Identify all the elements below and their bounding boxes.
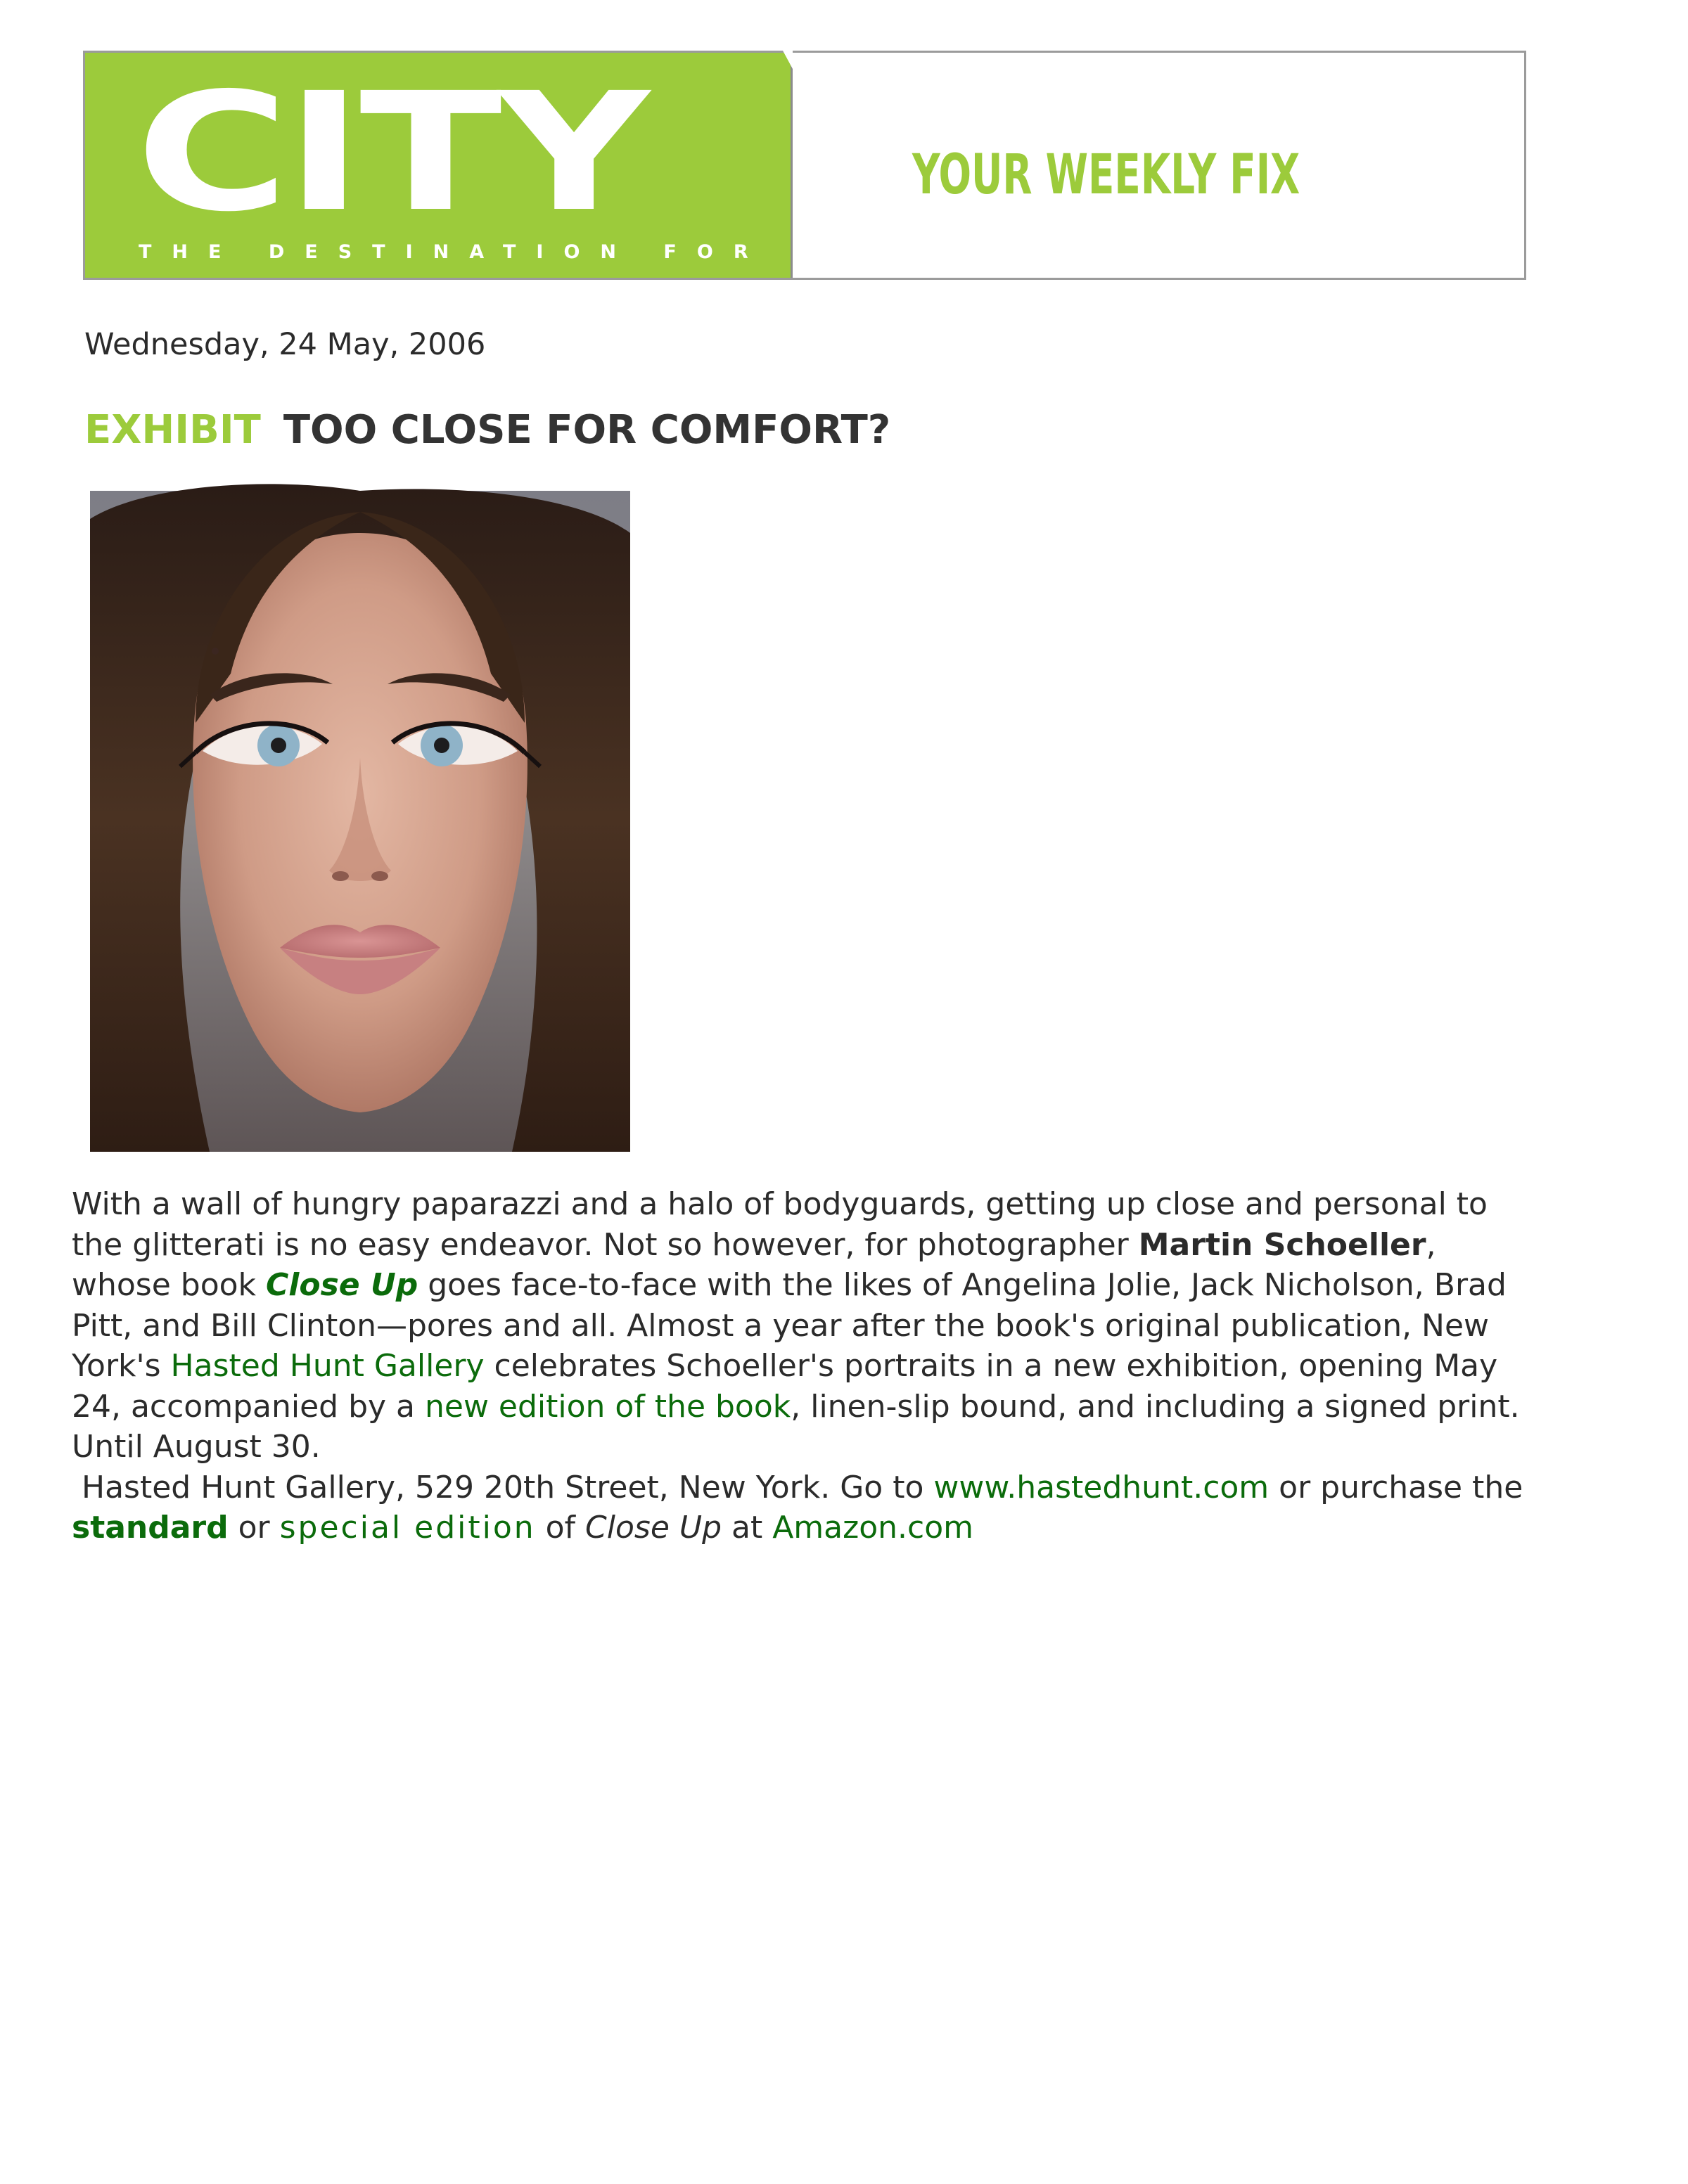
slogan-text: YOUR WEEKLY FIX	[912, 143, 1300, 207]
body-text-3: goes face-to-face with the likes of Angelina Jolie, Jack Nicholson, Brad Pitt, and Bill Clinton—pores and all. Almost a year after the book's original publication, New York's	[72, 1267, 1507, 1384]
portrait-illustration	[90, 491, 630, 1152]
logo-wordmark: CITY	[136, 58, 646, 248]
body-text-10: at	[722, 1510, 773, 1546]
special-edition-link[interactable]: special edition	[279, 1510, 536, 1546]
body-text-8: or	[228, 1510, 280, 1546]
amazon-link[interactable]: Amazon.com	[772, 1510, 973, 1546]
logo-corner	[783, 51, 793, 69]
article-body	[72, 1184, 1535, 1548]
body-text-9: of	[535, 1510, 586, 1546]
standard-edition-link[interactable]: standard	[72, 1510, 229, 1546]
article-headline	[84, 405, 890, 456]
body-text-6: Hasted Hunt Gallery, 529 20th Street, New York. Go to	[82, 1469, 934, 1505]
body-text-1: With a wall of hungry paparazzi and a halo of bodyguards, getting up close and personal to the glitterati is no easy endeavor. Not so however, for photographer	[72, 1186, 1488, 1263]
portrait-photo	[90, 491, 630, 1152]
slogan-panel	[793, 53, 1524, 278]
body-text-7: or purchase the	[1269, 1469, 1523, 1505]
body-text-4: celebrates Schoeller's portraits in a new exhibition, opening May 24, accompanied by a	[72, 1348, 1498, 1425]
photographer-name: Martin Schoeller	[1138, 1226, 1426, 1263]
article-date: Wednesday, 24 May, 2006	[84, 327, 486, 362]
website-link[interactable]: www.hastedhunt.com	[933, 1469, 1270, 1505]
city-logo[interactable]	[85, 53, 964, 278]
section-label: EXHIBIT	[84, 407, 261, 453]
book-title-italic: Close Up	[585, 1510, 722, 1546]
new-edition-link[interactable]: new edition of the book	[424, 1388, 791, 1425]
body-text-5: , linen-slip bound, and including a signed print. Until August 30.	[72, 1388, 1520, 1465]
masthead-banner	[83, 51, 1526, 280]
article-title: TOO CLOSE FOR COMFORT?	[283, 407, 891, 453]
body-text-2: , whose book	[72, 1226, 1436, 1303]
logo-tagline: THE DESTINATION FOR STYLE	[139, 241, 964, 263]
gallery-link[interactable]: Hasted Hunt Gallery	[170, 1348, 485, 1384]
book-link[interactable]: Close Up	[266, 1267, 418, 1303]
